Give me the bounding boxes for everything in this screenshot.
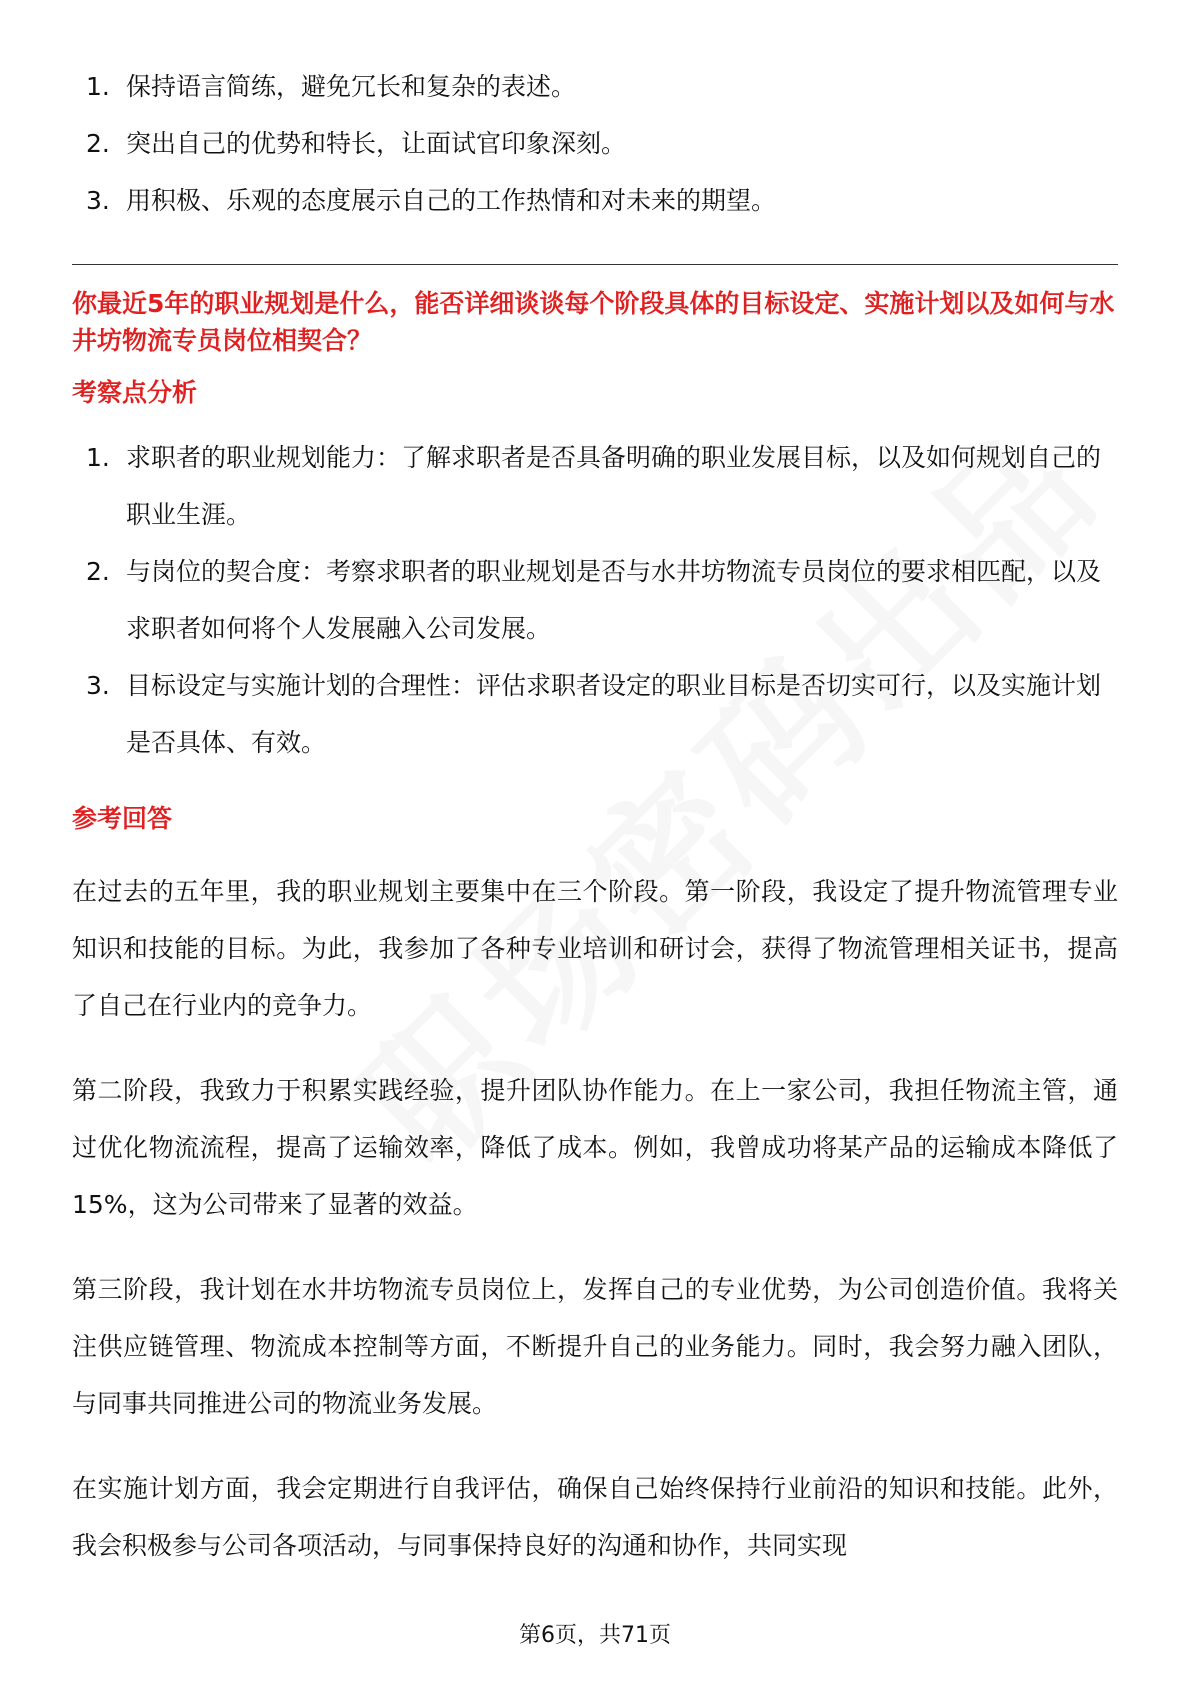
list-item bbox=[72, 172, 1118, 229]
list-number: 3. bbox=[86, 186, 110, 215]
list-number: 2. bbox=[86, 557, 110, 586]
answer-paragraph: 在过去的五年里，我的职业规划主要集中在三个阶段。第一阶段，我设定了提升物流管理专业知识和技能的目标。为此，我参加了各种专业培训和研讨会，获得了物流管理相关证书，提高了自己在行业内的竞争力。 bbox=[72, 877, 1118, 1020]
answer-paragraph: 第二阶段，我致力于积累实践经验，提升团队协作能力。在上一家公司，我担任物流主管，通过优化物流流程，提高了运输效率，降低了成本。例如，我曾成功将某产品的运输成本降低了15%，这为公司带来了显著的效益。 bbox=[72, 1076, 1118, 1219]
list-number: 2. bbox=[86, 129, 110, 158]
list-text: 突出自己的优势和特长，让面试官印象深刻。 bbox=[126, 129, 627, 158]
list-text: 与岗位的契合度：考察求职者的职业规划是否与水井坊物流专员岗位的要求相匹配，以及求职者如何将个人发展融入公司发展。 bbox=[126, 557, 1102, 643]
analysis-list bbox=[72, 429, 1118, 771]
section-divider bbox=[72, 264, 1118, 265]
list-item bbox=[72, 543, 1118, 657]
list-item bbox=[72, 429, 1118, 543]
tips-list bbox=[72, 58, 1118, 229]
list-text: 求职者的职业规划能力：了解求职者是否具备明确的职业发展目标，以及如何规划自己的职业生涯。 bbox=[126, 443, 1102, 529]
list-text: 保持语言简练，避免冗长和复杂的表述。 bbox=[126, 72, 577, 101]
list-item bbox=[72, 115, 1118, 172]
interview-question: 你最近5年的职业规划是什么，能否详细谈谈每个阶段具体的目标设定、实施计划以及如何与水井坊物流专员岗位相契合？ bbox=[72, 289, 1115, 355]
answer-paragraph: 在实施计划方面，我会定期进行自我评估，确保自己始终保持行业前沿的知识和技能。此外，我会积极参与公司各项活动，与同事保持良好的沟通和协作，共同实现 bbox=[72, 1474, 1118, 1560]
list-number: 1. bbox=[86, 72, 110, 101]
list-number: 1. bbox=[86, 443, 110, 472]
document-page bbox=[72, 58, 1118, 1574]
answer-body bbox=[72, 863, 1118, 1574]
page-footer: 第6页，共71页 bbox=[519, 1623, 671, 1648]
list-item bbox=[72, 657, 1118, 771]
list-text: 目标设定与实施计划的合理性：评估求职者设定的职业目标是否切实可行，以及实施计划是否具体、有效。 bbox=[126, 671, 1102, 757]
list-item bbox=[72, 58, 1118, 115]
answer-paragraph: 第三阶段，我计划在水井坊物流专员岗位上，发挥自己的专业优势，为公司创造价值。我将关注供应链管理、物流成本控制等方面，不断提升自己的业务能力。同时，我会努力融入团队，与同事共同推进公司的物流业务发展。 bbox=[72, 1275, 1118, 1418]
list-number: 3. bbox=[86, 671, 110, 700]
answer-heading: 参考回答 bbox=[72, 804, 173, 833]
analysis-heading: 考察点分析 bbox=[72, 378, 198, 407]
list-text: 用积极、乐观的态度展示自己的工作热情和对未来的期望。 bbox=[126, 186, 777, 215]
